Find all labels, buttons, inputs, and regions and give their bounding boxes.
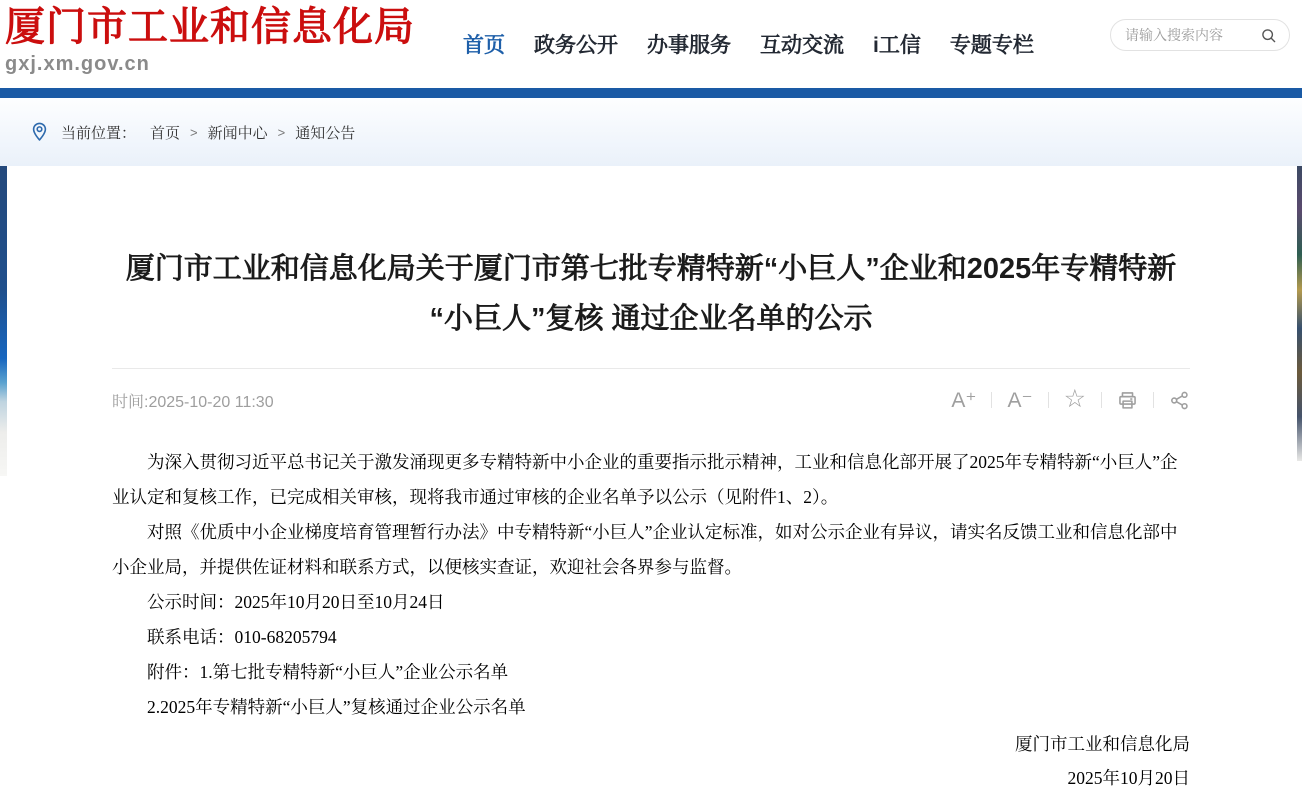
article-body-text bbox=[112, 445, 1190, 725]
header-accent-bar bbox=[0, 88, 1302, 98]
site-logo[interactable] bbox=[5, 2, 415, 76]
article-paragraph: 为深入贯彻习近平总书记关于激发涌现更多专精特新中小企业的重要指示批示精神，工业和信息化部开展了2025年专精特新“小巨人”企业认定和复核工作，已完成相关审核，现将我市通过审核的企业名单予以公示（见附件1、2）。 bbox=[112, 452, 1178, 507]
background-banner-right-edge bbox=[1297, 166, 1302, 461]
site-logo-domain: gxj.xm.gov.cn bbox=[5, 53, 150, 75]
nav-item-home[interactable]: 首页 bbox=[463, 34, 505, 57]
article-title-line1: 厦门市工业和信息化局关于厦门市第七批专精特新“小巨人”企业和2025年专精特新 bbox=[125, 253, 1177, 285]
toolbar-divider bbox=[1153, 392, 1154, 408]
site-header bbox=[0, 0, 1302, 88]
favorite-button[interactable] bbox=[1063, 384, 1086, 413]
signature-date: 2025年10月20日 bbox=[1067, 768, 1190, 788]
article-signature bbox=[112, 727, 1190, 795]
article bbox=[0, 244, 1302, 795]
breadcrumb-item-notices[interactable]: 通知公告 bbox=[295, 124, 356, 142]
breadcrumb-item-news-center[interactable]: 新闻中心 bbox=[207, 124, 268, 142]
article-title bbox=[112, 244, 1190, 344]
printer-icon bbox=[1117, 390, 1138, 411]
share-icon bbox=[1169, 390, 1190, 411]
breadcrumb-separator: > bbox=[277, 124, 286, 140]
font-decrease-button[interactable]: A⁻ bbox=[1007, 388, 1033, 412]
nav-item-special-topics[interactable]: 专题专栏 bbox=[949, 34, 1034, 57]
search-box bbox=[1110, 19, 1290, 51]
print-button[interactable] bbox=[1117, 390, 1138, 411]
background-banner-left-edge bbox=[0, 166, 7, 476]
breadcrumb bbox=[0, 98, 1302, 166]
article-paragraph: 对照《优质中小企业梯度培育管理暂行办法》中专精特新“小巨人”企业认定标准，如对公示企业有异议，请实名反馈工业和信息化部中小企业局，并提供佐证材料和联系方式，以便核实查证，欢迎社会各界参与监督。 bbox=[112, 522, 1178, 577]
site-logo-title: 厦门市工业和信息化局 bbox=[5, 4, 415, 49]
toolbar-divider bbox=[991, 392, 992, 408]
article-paragraph: 联系电话：010-68205794 bbox=[147, 627, 337, 647]
article-title-line2: “小巨人”复核 通过企业名单的公示 bbox=[429, 303, 873, 335]
nav-item-government-affairs[interactable]: 政务公开 bbox=[534, 34, 618, 57]
location-pin-icon bbox=[30, 121, 49, 143]
nav-item-i-industry[interactable]: i工信 bbox=[873, 34, 921, 57]
toolbar-divider bbox=[1101, 392, 1102, 408]
article-toolbar bbox=[951, 384, 1190, 413]
font-increase-button[interactable]: A⁺ bbox=[951, 388, 977, 412]
signature-org: 厦门市工业和信息化局 bbox=[1015, 734, 1190, 754]
nav-item-interaction[interactable]: 互动交流 bbox=[760, 34, 844, 57]
nav-item-services[interactable]: 办事服务 bbox=[647, 34, 731, 57]
article-paragraph: 公示时间：2025年10月20日至10月24日 bbox=[147, 592, 445, 612]
search-input[interactable] bbox=[1123, 26, 1260, 44]
article-paragraph: 附件：1.第七批专精特新“小巨人”企业公示名单 bbox=[147, 662, 509, 682]
search-icon[interactable] bbox=[1260, 27, 1277, 44]
article-meta-row bbox=[112, 369, 1190, 431]
breadcrumb-separator: > bbox=[190, 124, 198, 140]
toolbar-divider bbox=[1048, 392, 1049, 408]
breadcrumb-item-home[interactable]: 首页 bbox=[150, 124, 181, 142]
article-paragraph: 2.2025年专精特新“小巨人”复核通过企业公示名单 bbox=[147, 697, 526, 717]
publish-time: 时间:2025-10-20 11:30 bbox=[112, 393, 274, 411]
breadcrumb-label: 当前位置： bbox=[61, 124, 137, 142]
main-nav bbox=[463, 0, 1034, 88]
star-icon: ☆ bbox=[1063, 384, 1086, 413]
share-button[interactable] bbox=[1169, 390, 1190, 411]
